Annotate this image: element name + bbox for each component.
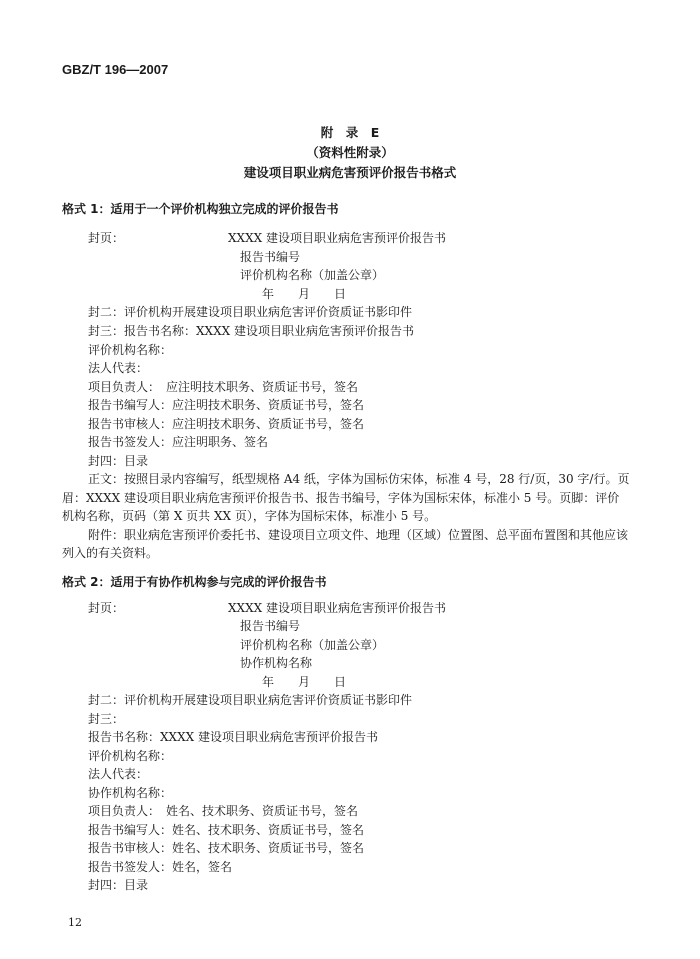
format2-report-name: 报告书名称：XXXX 建设项目职业病危害预评价报告书 xyxy=(88,730,378,744)
format1-cover-line1: XXXX 建设项目职业病危害预评价报告书 xyxy=(228,231,446,245)
format1-body-line2: 眉：XXXX 建设项目职业病危害预评价报告书、报告书编号，字体为国标宋体，标准小 5 号。页脚：评价 xyxy=(62,491,620,505)
appendix-title: 附 录 E xyxy=(320,125,380,140)
format2-legal-rep: 法人代表： xyxy=(88,767,149,781)
format1-org-name: 评价机构名称： xyxy=(88,343,173,357)
format1-cover2: 封二：评价机构开展建设项目职业病危害评价资质证书影印件 xyxy=(88,305,413,319)
format2-writer: 报告书编写人：姓名、技术职务、资质证书号，签名 xyxy=(88,823,365,837)
format2-heading: 格式 2：适用于有协作机构参与完成的评价报告书 xyxy=(62,575,327,589)
format1-cover-date: 年 月 日 xyxy=(262,287,347,301)
format2-org-name: 评价机构名称： xyxy=(88,749,173,763)
format2-cover3: 封三： xyxy=(88,712,125,726)
format1-writer: 报告书编写人：应注明技术职务、资质证书号，签名 xyxy=(88,398,365,412)
format1-issuer: 报告书签发人：应注明职务、签名 xyxy=(88,435,269,449)
standard-code: GBZ/T 196—2007 xyxy=(62,62,169,77)
format1-legal-rep: 法人代表： xyxy=(88,361,149,375)
format2-cover-line2: 报告书编号 xyxy=(240,619,301,633)
format1-cover-line2: 报告书编号 xyxy=(240,250,301,264)
format2-issuer: 报告书签发人：姓名，签名 xyxy=(88,860,233,874)
format2-cover-label: 封页： xyxy=(88,601,125,615)
format1-project-lead: 项目负责人： 应注明技术职务、资质证书号，签名 xyxy=(88,380,359,394)
format1-cover-line3: 评价机构名称（加盖公章） xyxy=(240,268,385,282)
format1-cover3: 封三：报告书名称：XXXX 建设项目职业病危害预评价报告书 xyxy=(88,324,414,338)
format1-body-line3: 机构名称，页码（第 X 页共 XX 页），字体为国标宋体，标准小 5 号。 xyxy=(62,509,437,523)
format1-cover-label: 封页： xyxy=(88,231,125,245)
format2-reviewer: 报告书审核人：姓名、技术职务、资质证书号，签名 xyxy=(88,841,365,855)
format2-cover-date: 年 月 日 xyxy=(262,675,347,689)
format1-body-line1: 正文：按照目录内容编写，纸型规格 A4 纸，字体为国标仿宋体，标准 4 号，28 行/页，30 字/行。页 xyxy=(88,472,630,486)
format2-cover-line1: XXXX 建设项目职业病危害预评价报告书 xyxy=(228,601,446,615)
format1-attach-line2: 列入的有关资料。 xyxy=(62,546,159,560)
format1-heading: 格式 1：适用于一个评价机构独立完成的评价报告书 xyxy=(62,202,339,216)
format2-project-lead: 项目负责人： 姓名、技术职务、资质证书号，签名 xyxy=(88,804,359,818)
appendix-name: 建设项目职业病危害预评价报告书格式 xyxy=(243,165,457,180)
format1-reviewer: 报告书审核人：应注明技术职务、资质证书号，签名 xyxy=(88,417,365,431)
format2-cover2: 封二：评价机构开展建设项目职业病危害评价资质证书影印件 xyxy=(88,693,413,707)
page-number: 12 xyxy=(68,916,82,929)
format1-attach-line1: 附件：职业病危害预评价委托书、建设项目立项文件、地理（区域）位置图、总平面布置图和其他应该 xyxy=(88,528,629,542)
appendix-subtitle: （资料性附录） xyxy=(306,145,394,160)
format2-cover-line3: 评价机构名称（加盖公章） xyxy=(240,638,385,652)
format2-cover4: 封四：目录 xyxy=(88,878,149,892)
format2-cover-line4: 协作机构名称 xyxy=(240,656,313,670)
format2-partner-name: 协作机构名称： xyxy=(88,786,173,800)
format1-cover4: 封四：目录 xyxy=(88,454,149,468)
